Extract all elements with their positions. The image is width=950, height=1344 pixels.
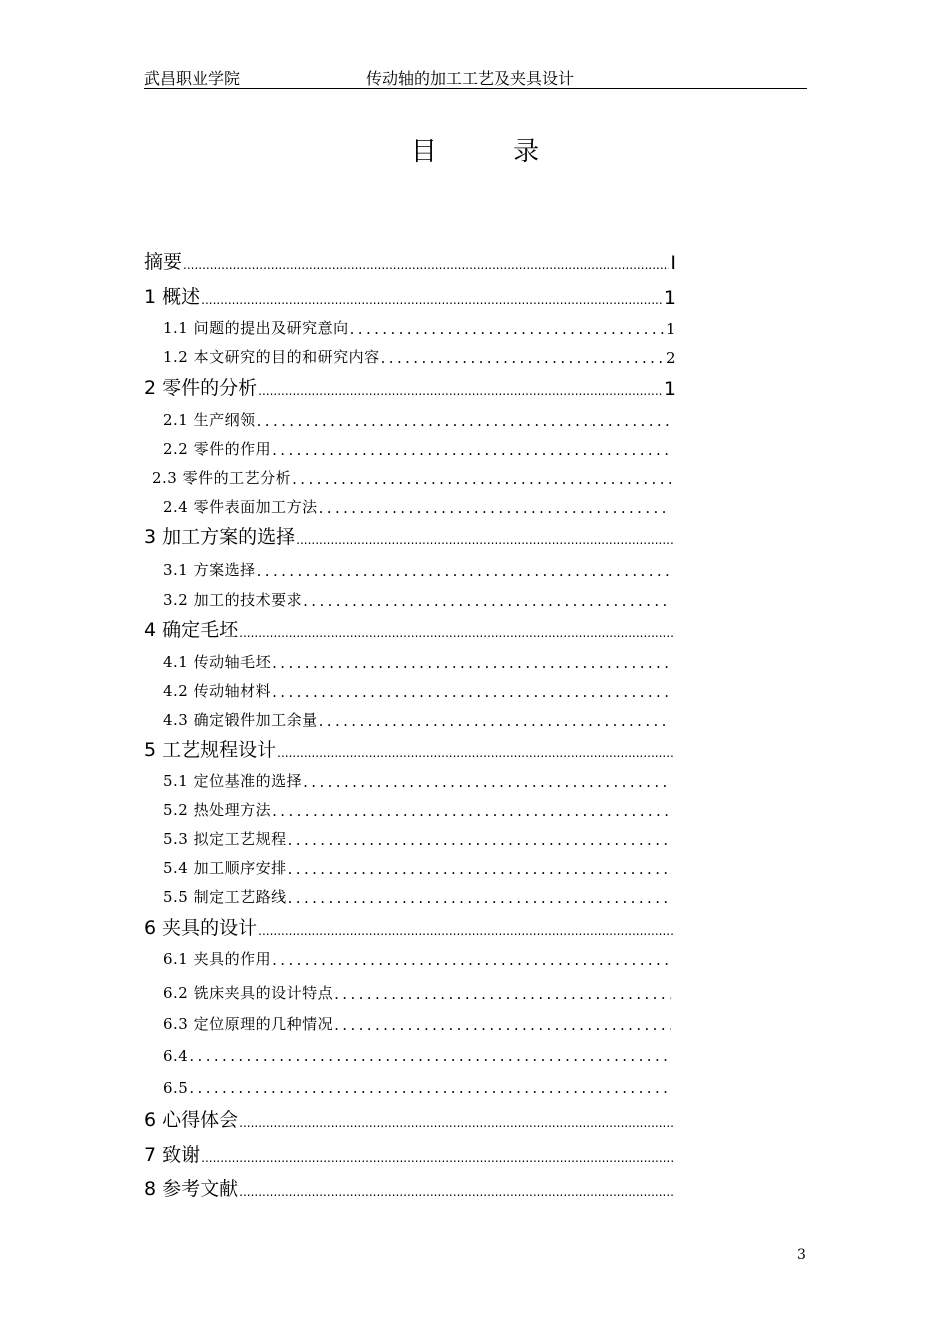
toc-entry[interactable]: 1.2 本文研究的目的和研究内容 ..... 2 bbox=[163, 345, 676, 367]
toc-entry[interactable]: 3.1 方案选择 ..... bbox=[163, 558, 672, 580]
toc-entry[interactable]: 5.5 制定工艺路线 ..... bbox=[163, 885, 672, 907]
toc-entry[interactable]: 5.1 定位基准的选择 ..... bbox=[163, 769, 672, 791]
toc-entry[interactable]: 4.2 传动轴材料 ..... bbox=[163, 679, 672, 701]
toc-entry[interactable]: 6.2 铣床夹具的设计特点 ..... bbox=[163, 981, 672, 1003]
toc-entry[interactable]: 6.1 夹具的作用 ..... bbox=[163, 947, 672, 969]
toc-entry[interactable]: 摘要 ..... Ⅰ bbox=[144, 248, 676, 274]
page-header bbox=[144, 64, 807, 89]
toc-entry[interactable]: 6.5 ..... bbox=[163, 1075, 672, 1097]
toc-entry[interactable]: 1.1 问题的提出及研究意向 ..... 1 bbox=[163, 316, 676, 338]
toc-entry[interactable]: 6.4 ..... bbox=[163, 1043, 672, 1065]
toc-entry[interactable]: 5.3 拟定工艺规程 ..... bbox=[163, 827, 672, 849]
toc-entry[interactable]: 1 概述 ..... 1 bbox=[144, 283, 676, 309]
page-title: 目 录 bbox=[410, 137, 574, 167]
toc-entry[interactable]: 6 心得体会 ..... bbox=[144, 1106, 676, 1132]
toc-entry[interactable]: 5.2 热处理方法 ..... bbox=[163, 798, 672, 820]
toc-entry[interactable]: 3 加工方案的选择 ..... bbox=[144, 523, 676, 549]
toc-entry[interactable]: 2 零件的分析 ..... 1 bbox=[144, 374, 676, 400]
toc-entry[interactable]: 2.3 零件的工艺分析 ..... bbox=[152, 466, 672, 488]
toc-entry[interactable]: 8 参考文献 ..... bbox=[144, 1175, 676, 1201]
toc-entry[interactable]: 6.3 定位原理的几种情况 ..... bbox=[163, 1012, 672, 1034]
header-school: 武昌职业学院 bbox=[144, 69, 241, 88]
toc-entry[interactable]: 2.4 零件表面加工方法 ..... bbox=[163, 495, 672, 517]
toc-entry[interactable]: 4.1 传动轴毛坯 ..... bbox=[163, 650, 672, 672]
toc-entry[interactable]: 4 确定毛坯 ..... bbox=[144, 616, 676, 642]
toc-entry[interactable]: 5 工艺规程设计 ..... bbox=[144, 736, 676, 762]
page-number: 3 bbox=[797, 1247, 806, 1263]
toc-entry[interactable]: 2.2 零件的作用 ..... bbox=[163, 437, 672, 459]
toc-entry[interactable]: 6 夹具的设计 ..... bbox=[144, 914, 676, 940]
toc-entry[interactable]: 7 致谢 ..... bbox=[144, 1141, 676, 1167]
toc-entry[interactable]: 3.2 加工的技术要求 ..... bbox=[163, 588, 672, 610]
toc-entry[interactable]: 5.4 加工顺序安排 ..... bbox=[163, 856, 672, 878]
header-thesis-title: 传动轴的加工工艺及夹具设计 bbox=[366, 69, 575, 88]
toc-entry[interactable]: 4.3 确定锻件加工余量 ..... bbox=[163, 708, 672, 730]
toc-entry[interactable]: 2.1 生产纲领 ..... bbox=[163, 408, 672, 430]
